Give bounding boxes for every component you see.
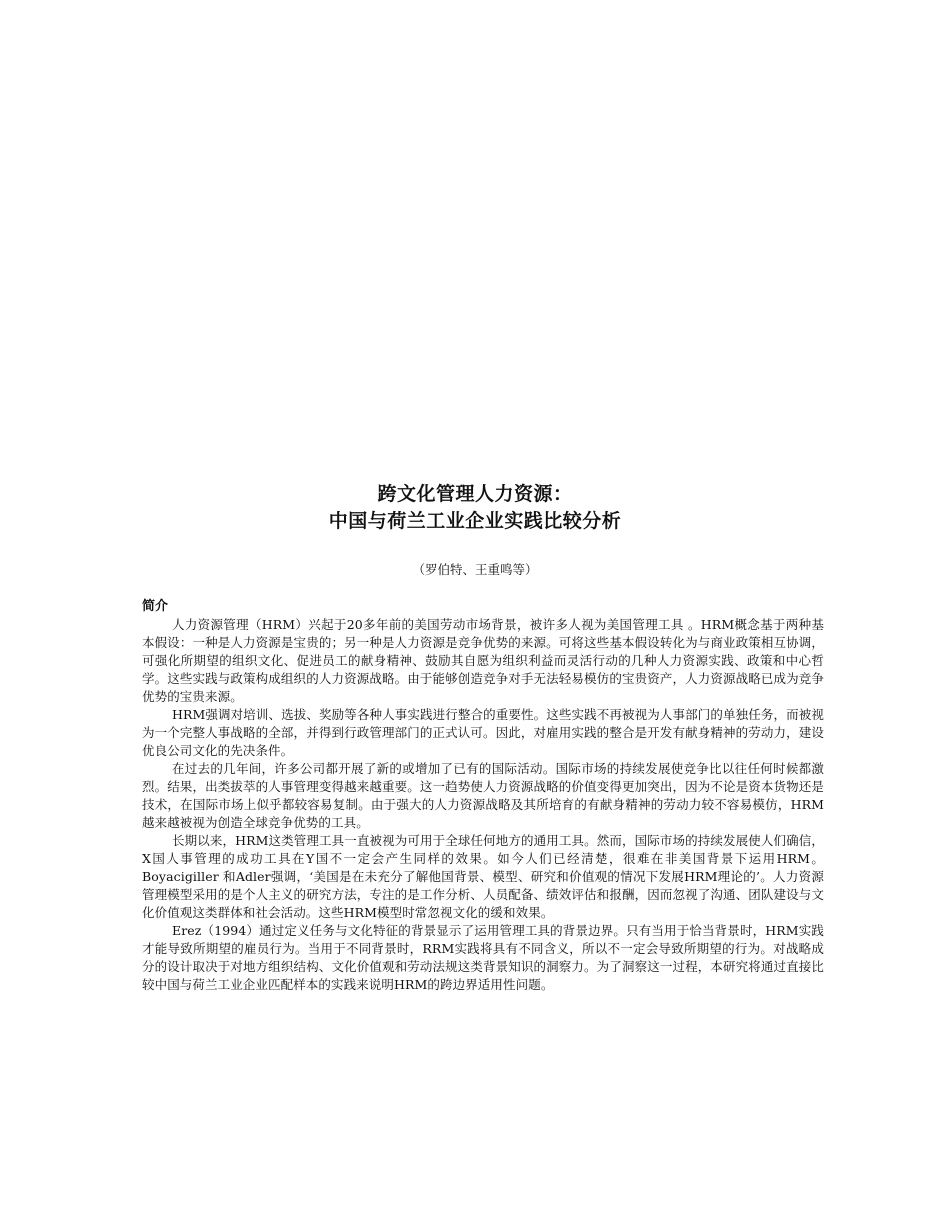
paragraph-3: 在过去的几年间，许多公司都开展了新的或增加了已有的国际活动。国际市场的持续发展使竞争比以往任何时候都激烈。结果，出类拔萃的人事管理变得越来越重要。这一趋势使人力资源战略的价值变得更加突出，因为不论是资本货物还是技术，在国际市场上似乎都较容易复制。由于强大的人力资源战略及其所培育的有献身精神的劳动力较不容易模仿，HRM越来越被视为创造全球竞争优势的工具。 xyxy=(142,761,824,830)
paragraph-5: Erez（1994）通过定义任务与文化特征的背景显示了运用管理工具的背景边界。只有当用于恰当背景时，HRM实践才能导致所期望的雇员行为。当用于不同背景时，RRM实践将具有不同含义，所以不一定会导致所期望的行为。对战略成分的设计取决于对地方组织结构、文化价值观和劳动法规这类背景知识的洞察力。为了洞察这一过程，本研究将通过直接比较中国与荷兰工业企业匹配样本的实践来说明HRM的跨边界适用性问题。 xyxy=(142,923,824,992)
document-title xyxy=(0,481,950,535)
title-line-1: 跨文化管理人力资源： xyxy=(377,483,573,505)
paragraph-4: 长期以来，HRM这类管理工具一直被视为可用于全球任何地方的通用工具。然而，国际市场的持续发展使人们确信，X国人事管理的成功工具在Y国不一定会产生同样的效果。如今人们已经清楚，很难在非美国背景下运用HRM。Boyacigiller 和Adler强调，‘美国是在未充分了解他国背景、模型、研究和价值观的情况下发展HRM理论的’。人力资源管理模型采用的是个人主义的研究方法，专注的是工作分析、人员配备、绩效评估和报酬，因而忽视了沟通、团队建设与文化价值观这类群体和社会活动。这些HRM模型时常忽视文化的缓和效果。 xyxy=(142,833,824,920)
paragraph-2: HRM强调对培训、选拔、奖励等各种人事实践进行整合的重要性。这些实践不再被视为人事部门的单独任务，而被视为一个完整人事战略的全部，并得到行政管理部门的正式认可。因此，对雇用实践的整合是开发有献身精神的劳动力，建设优良公司文化的先决条件。 xyxy=(142,707,824,758)
document-body xyxy=(142,598,824,994)
title-line-2: 中国与荷兰工业企业实践比较分析 xyxy=(328,510,622,532)
paragraph-1: 人力资源管理（HRM）兴起于20多年前的美国劳动市场背景，被许多人视为美国管理工具 。HRM概念基于两种基本假设：一种是人力资源是宝贵的；另一种是人力资源是竞争优势的来源。可将这些基本假设转化为与商业政策相互协调，可强化所期望的组织文化、促进员工的献身精神、鼓励其自愿为组织利益而灵活行动的几种人力资源实践、政策和中心哲学。这些实践与政策构成组织的人力资源战略。由于能够创造竞争对手无法轻易模仿的宝贵资产，人力资源战略已成为竞争优势的宝贵来源。 xyxy=(142,617,824,704)
authors-line: （罗伯特、王重鸣等） xyxy=(412,562,538,577)
section-heading-intro: 简介 xyxy=(142,599,169,614)
